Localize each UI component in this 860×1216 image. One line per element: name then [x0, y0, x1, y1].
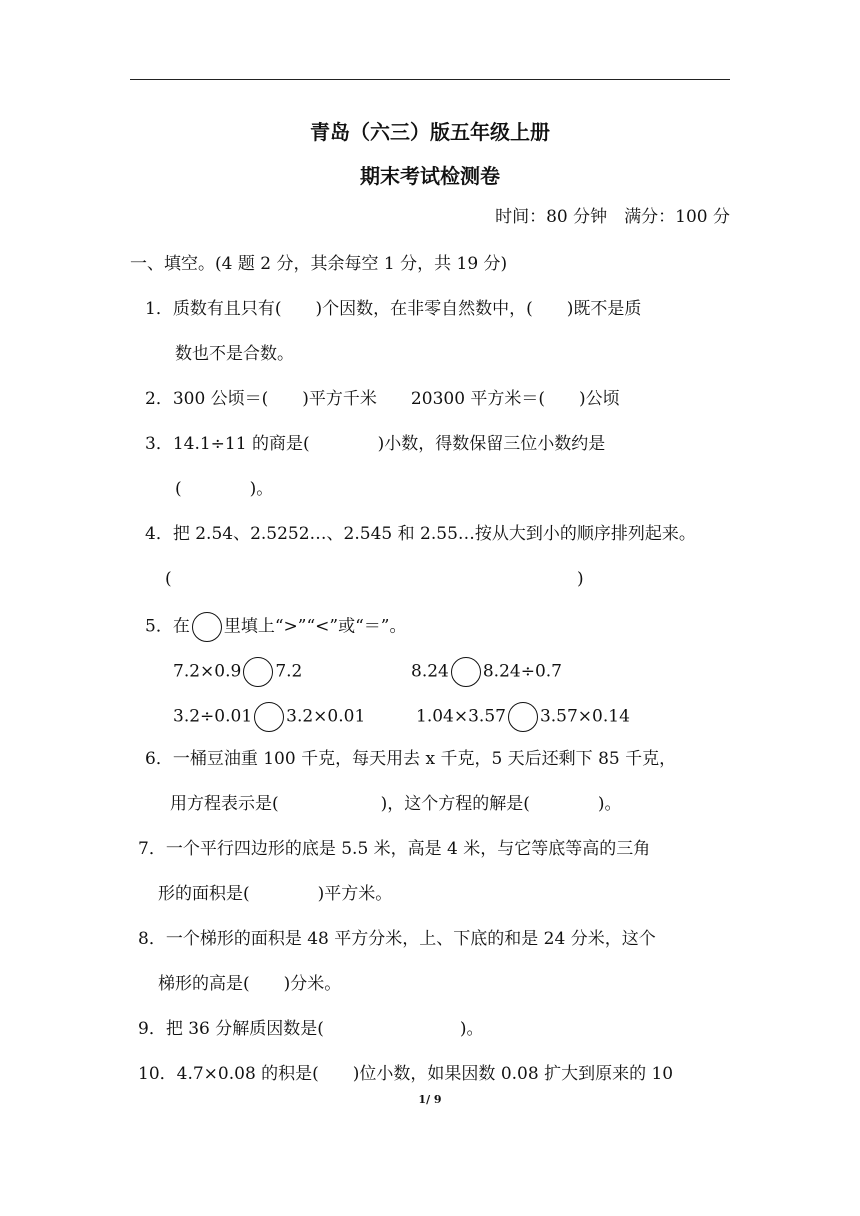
- exam-meta: 时间：80 分钟 满分：100 分: [495, 207, 730, 227]
- question-7-line-1: 7．一个平行四边形的底是 5.5 米，高是 4 米，与它等底等高的三角: [138, 839, 651, 859]
- answer-circle-icon[interactable]: [508, 702, 538, 732]
- question-2: 2．300 公顷＝( )平方千米 20300 平方米＝( )公顷: [145, 389, 620, 409]
- question-1-line-1: 1．质数有且只有( )个因数，在非零自然数中，( )既不是质: [145, 299, 642, 319]
- question-4-answer-close: ): [577, 569, 584, 589]
- q5-expr-left: 7.2×0.9: [173, 661, 242, 682]
- q5-expr-left: 3.2÷0.01: [173, 706, 253, 727]
- question-10-line-1: 10．4.7×0.08 的积是( )位小数，如果因数 0.08 扩大到原来的 10: [138, 1064, 674, 1084]
- q5-comparison-3: [173, 702, 365, 732]
- q5-expr-right: 8.24÷0.7: [482, 661, 562, 682]
- question-4-line-1: 4．把 2.54、2.5252…、2.545 和 2.55…按从大到小的顺序排列起来。: [145, 524, 696, 544]
- q5-expr-right: 3.2×0.01: [286, 706, 366, 727]
- question-5-instruction: [145, 612, 406, 642]
- answer-circle-icon[interactable]: [243, 657, 273, 687]
- document-title: 青岛（六三）版五年级上册: [310, 120, 550, 144]
- question-3-line-2: ( )。: [175, 479, 274, 499]
- answer-circle-icon: [192, 612, 222, 642]
- document-subtitle: 期末考试检测卷: [360, 164, 500, 188]
- q5-comparison-4: [416, 702, 630, 732]
- question-6-line-1: 6．一桶豆油重 100 千克，每天用去 x 千克，5 天后还剩下 85 千克，: [145, 749, 677, 769]
- q5-expr-left: 8.24: [411, 661, 449, 682]
- question-4-answer-open: (: [165, 569, 172, 589]
- answer-circle-icon[interactable]: [451, 657, 481, 687]
- q5-expr-right: 7.2: [275, 661, 303, 682]
- q5-suffix: 里填上“>”“<”或“＝”。: [223, 616, 407, 637]
- q5-comparison-2: [411, 657, 562, 687]
- question-9: 9．把 36 分解质因数是( )。: [138, 1019, 484, 1039]
- section-heading: 一、填空。(4 题 2 分，其余每空 1 分，共 19 分): [130, 254, 508, 274]
- header-rule: [130, 79, 730, 80]
- question-8-line-1: 8．一个梯形的面积是 48 平方分米，上、下底的和是 24 分米，这个: [138, 929, 656, 949]
- answer-circle-icon[interactable]: [254, 702, 284, 732]
- q5-prefix: 5．在: [145, 616, 190, 637]
- q5-expr-right: 3.57×0.14: [539, 706, 630, 727]
- q5-comparison-1: [173, 657, 302, 687]
- question-1-line-2: 数也不是合数。: [175, 344, 294, 364]
- question-8-line-2: 梯形的高是( )分米。: [158, 974, 342, 994]
- question-3-line-1: 3．14.1÷11 的商是( )小数，得数保留三位小数约是: [145, 434, 606, 454]
- q5-expr-left: 1.04×3.57: [416, 706, 506, 727]
- question-7-line-2: 形的面积是( )平方米。: [158, 884, 393, 904]
- question-6-line-2: 用方程表示是( )，这个方程的解是( )。: [170, 794, 622, 814]
- page-number: 1/ 9: [418, 1093, 442, 1106]
